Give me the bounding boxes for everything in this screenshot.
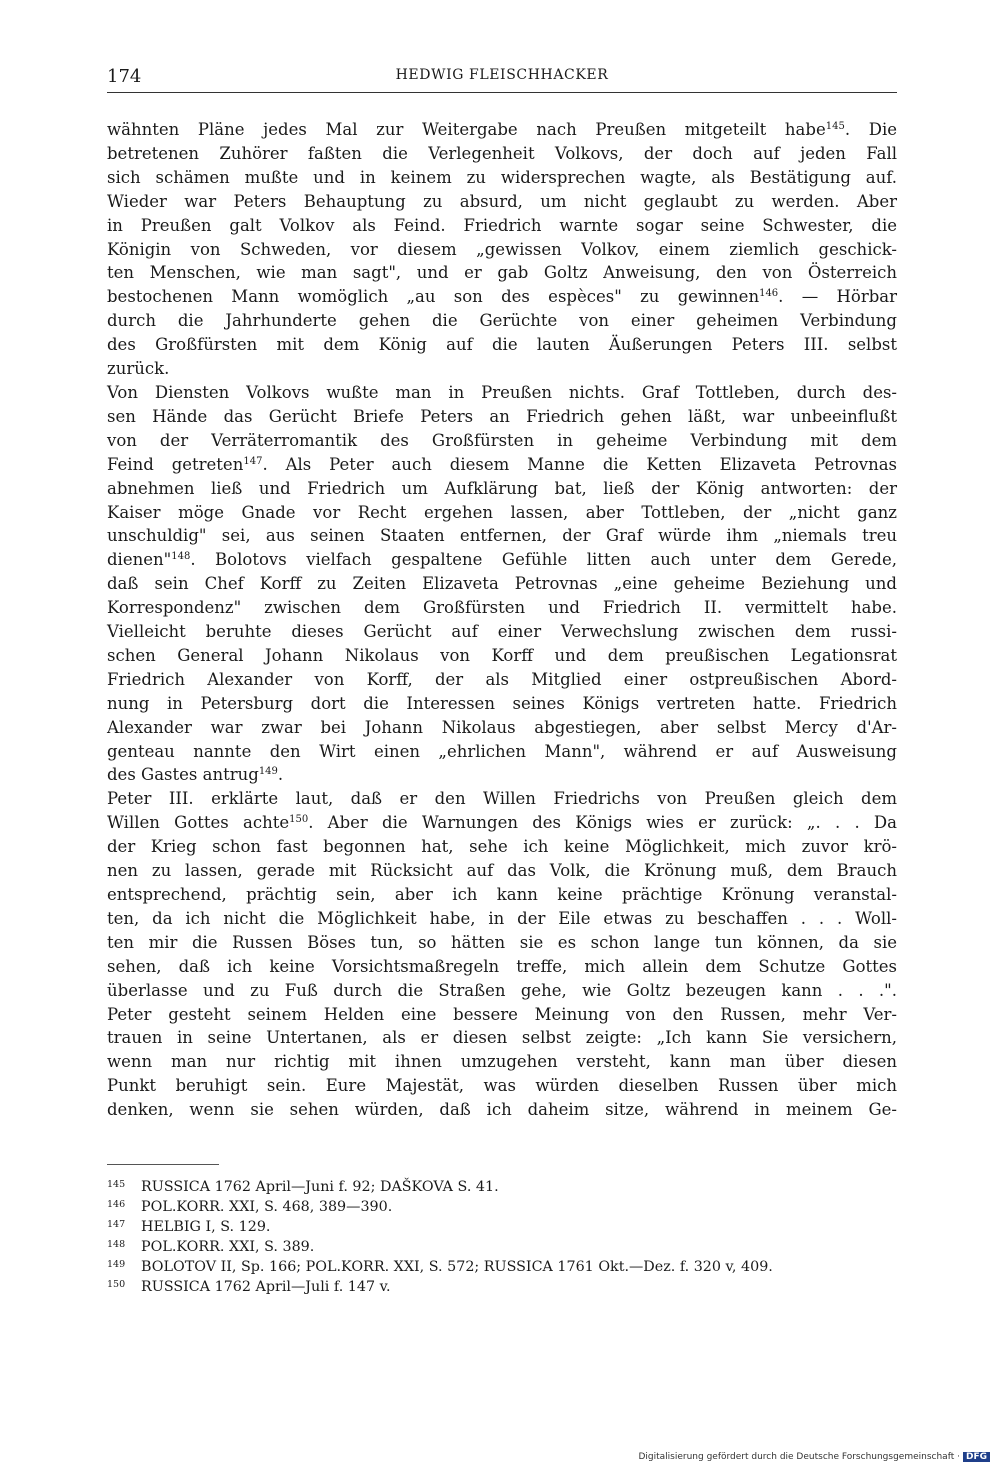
line-text-continued: . Aber die Warnungen des Königs wies er zurück: „. . . Da (308, 813, 897, 833)
line-text: daß sein Chef Korff zu Zeiten Elizaveta Petrovnas „eine geheime Beziehung und (107, 574, 897, 594)
line-text-continued: . Die (844, 120, 898, 139)
footnote-text: RUSSICA 1762 April—Juni f. 92; DAŠKOVA S. 41. (141, 1179, 499, 1195)
text-line (107, 1098, 897, 1122)
footnote-rule (107, 1164, 219, 1165)
header-rule (107, 92, 897, 93)
footnote (107, 1256, 907, 1276)
line-text: Punkt beruhigt sein. Eure Majestät, was würden dieselben Russen über mich (107, 1076, 897, 1096)
line-text: ten Menschen, wie man sagt", und er gab Goltz Anweisung, den von Österreich (107, 263, 897, 283)
line-text: Von Diensten Volkovs wußte man in Preußen nichts. Graf Tottleben, durch des- (107, 382, 897, 402)
line-text: unschuldig" sei, aus seinen Staaten entfernen, der Graf würde ihm „niemals treu (107, 526, 897, 546)
line-text: dienen" (107, 550, 172, 570)
text-line (107, 261, 897, 285)
text-line (107, 907, 897, 931)
text-line (107, 572, 897, 596)
footnote-ref[interactable]: 147 (243, 455, 263, 467)
text-line (107, 955, 897, 979)
line-text: Peter gesteht seinem Helden eine bessere Meinung von den Russen, mehr Ver- (107, 1004, 897, 1024)
text-line (107, 238, 897, 262)
line-text: bestochenen Mann womöglich „au son des espèces" zu gewinnen (107, 287, 760, 307)
footnote-number: 146 (107, 1199, 126, 1210)
line-text: nung in Petersburg dort die Interessen seines Königs vertreten hatte. Friedrich (107, 693, 897, 713)
line-text: denken, wenn sie sehen würden, daß ich daheim sitze, während in meinem Ge- (107, 1100, 897, 1120)
line-text: zurück. (107, 359, 170, 379)
footnote (107, 1176, 907, 1196)
line-text: in Preußen galt Volkov als Feind. Friedrich warnte sogar seine Schwester, die (107, 215, 897, 235)
text-line (107, 787, 897, 811)
text-line (107, 859, 897, 883)
text-line (107, 1003, 897, 1027)
footnote-text: POL.KORR. XXI, S. 389. (141, 1239, 315, 1255)
text-line (107, 740, 897, 764)
line-text: wähnten Pläne jedes Mal zur Weitergabe nach Preußen mitgeteilt habe (107, 120, 826, 139)
line-text: sehen, daß ich keine Vorsichtsmaßregeln treffe, mich allein dem Schutze Gottes (107, 956, 897, 976)
text-line (107, 501, 897, 525)
line-text-continued: . (277, 765, 284, 785)
text-line (107, 763, 897, 787)
text-line (107, 1026, 897, 1050)
line-text: Feind getreten (107, 454, 244, 474)
footnote-number: 149 (107, 1259, 126, 1270)
line-text: des Großfürsten mit dem König auf die lauten Äußerungen Peters III. selbst (107, 335, 897, 355)
line-text: Vielleicht beruhte dieses Gerücht auf einer Verwechslung zwischen dem russi- (107, 622, 897, 642)
text-line (107, 548, 897, 572)
page-header (107, 66, 897, 92)
line-text: Korrespondenz" zwischen dem Großfürsten und Friedrich II. vermittelt habe. (107, 598, 897, 618)
text-line (107, 381, 897, 405)
line-text-continued: . Bolotovs vielfach gespaltene Gefühle litten auch unter dem Gerede, (190, 550, 897, 570)
text-line (107, 285, 897, 309)
text-line (107, 1074, 897, 1098)
text-line (107, 477, 897, 501)
footnote-ref[interactable]: 145 (825, 121, 845, 132)
text-line (107, 692, 897, 716)
footnote-text: HELBIG I, S. 129. (141, 1219, 271, 1235)
text-line (107, 166, 897, 190)
line-text: sen Hände das Gerücht Briefe Peters an Friedrich gehen läßt, war unbeeinflußt (107, 406, 897, 426)
line-text: trauen in seine Untertanen, als er diesen selbst zeigte: „Ich kann Sie versichern, (107, 1028, 897, 1048)
line-text: genteau nannte den Wirt einen „ehrlichen Mann", während er auf Ausweisung (107, 741, 897, 761)
line-text-continued: . — Hörbar (778, 287, 897, 307)
text-line (107, 644, 897, 668)
text-line (107, 453, 897, 477)
footnote-ref[interactable]: 148 (171, 551, 191, 563)
line-text: Friedrich Alexander von Korff, der als Mitglied einer ostpreußischen Abord- (107, 669, 897, 689)
text-line (107, 524, 897, 548)
line-text: Willen Gottes achte (107, 813, 290, 833)
line-text: Kaiser möge Gnade vor Recht ergehen lassen, aber Tottleben, der „nicht ganz (107, 502, 897, 522)
line-text: von der Verräterromantik des Großfürsten in geheime Verbindung mit dem (107, 430, 897, 450)
text-line (107, 309, 897, 333)
footnote (107, 1276, 907, 1296)
line-text: Peter III. erklärte laut, daß er den Willen Friedrichs von Preußen gleich dem (107, 789, 897, 809)
footnote-ref[interactable]: 150 (289, 814, 309, 826)
text-line (107, 142, 897, 166)
text-line (107, 118, 897, 142)
line-text: der Krieg schon fast begonnen hat, sehe ich keine Möglichkeit, mich zuvor krö- (107, 837, 897, 857)
footnote-number: 148 (107, 1239, 126, 1250)
text-line (107, 405, 897, 429)
text-line (107, 811, 897, 835)
dfg-credit-text: Digitalisierung gefördert durch die Deutsche Forschungsgemeinschaft (638, 1452, 955, 1462)
text-line (107, 668, 897, 692)
line-text: Königin von Schweden, vor diesem „gewissen Volkov, einem ziemlich geschick- (107, 239, 897, 259)
footnote (107, 1196, 907, 1216)
footnote-number: 145 (107, 1179, 126, 1190)
text-line (107, 190, 897, 214)
text-line (107, 931, 897, 955)
line-text: ten, da ich nicht die Möglichkeit habe, in der Eile etwas zu beschaffen . . . Woll- (107, 908, 897, 928)
text-line (107, 596, 897, 620)
line-text-continued: . Als Peter auch diesem Manne die Ketten Elizaveta Petrovnas (262, 454, 898, 474)
dfg-credit: Digitalisierung gefördert durch die Deutsche Forschungsgemeinschaft · DFG (638, 1452, 990, 1462)
footnote-number: 150 (107, 1279, 126, 1290)
line-text: sich schämen mußte und in keinem zu widersprechen wagte, als Bestätigung auf. (107, 167, 897, 187)
dfg-logo: DFG (963, 1452, 990, 1462)
text-line (107, 716, 897, 740)
text-line (107, 1050, 897, 1074)
text-line (107, 883, 897, 907)
footnote (107, 1216, 907, 1236)
line-text: entsprechend, prächtig sein, aber ich kann keine prächtige Krönung veranstal- (107, 885, 897, 904)
footnote-text: BOLOTOV II, Sp. 166; POL.KORR. XXI, S. 572; RUSSICA 1761 Okt.—Dez. f. 320 v, 409. (141, 1259, 773, 1275)
text-line (107, 835, 897, 859)
text-line (107, 429, 897, 453)
running-head: HEDWIG FLEISCHHACKER (395, 67, 609, 83)
footnote-ref[interactable]: 146 (759, 288, 779, 300)
page-number: 174 (107, 66, 142, 87)
footnote-text: RUSSICA 1762 April—Juli f. 147 v. (141, 1279, 391, 1295)
footnote (107, 1236, 907, 1256)
line-text: nen zu lassen, gerade mit Rücksicht auf das Volk, die Krönung muß, dem Brauch (107, 861, 897, 881)
body-text (107, 118, 897, 1122)
line-text: ten mir die Russen Böses tun, so hätten sie es schon lange tun können, da sie (107, 932, 897, 952)
line-text: durch die Jahrhunderte gehen die Gerüchte von einer geheimen Verbindung (107, 311, 897, 331)
text-line (107, 620, 897, 644)
text-line (107, 333, 897, 357)
line-text: des Gastes antrug (107, 765, 259, 785)
line-text: betretenen Zuhörer faßten die Verlegenheit Volkovs, der doch auf jeden Fall (107, 143, 897, 163)
line-text: abnehmen ließ und Friedrich um Aufklärung bat, ließ der König antworten: der (107, 478, 897, 498)
footnotes (107, 1176, 907, 1296)
text-line (107, 357, 897, 381)
line-text: schen General Johann Nikolaus von Korff und dem preußischen Legationsrat (107, 645, 897, 665)
footnote-text: POL.KORR. XXI, S. 468, 389—390. (141, 1199, 393, 1215)
text-line (107, 214, 897, 238)
line-text: Alexander war zwar bei Johann Nikolaus abgestiegen, aber selbst Mercy d'Ar- (107, 717, 897, 737)
line-text: Wieder war Peters Behauptung zu absurd, um nicht geglaubt zu werden. Aber (107, 191, 897, 211)
text-line (107, 979, 897, 1003)
footnote-number: 147 (107, 1219, 126, 1230)
footnote-ref[interactable]: 149 (258, 766, 278, 778)
line-text: wenn man nur richtig mit ihnen umzugehen versteht, kann man über diesen (107, 1052, 897, 1072)
line-text: überlasse und zu Fuß durch die Straßen gehe, wie Goltz bezeugen kann . . .". (107, 980, 897, 1000)
